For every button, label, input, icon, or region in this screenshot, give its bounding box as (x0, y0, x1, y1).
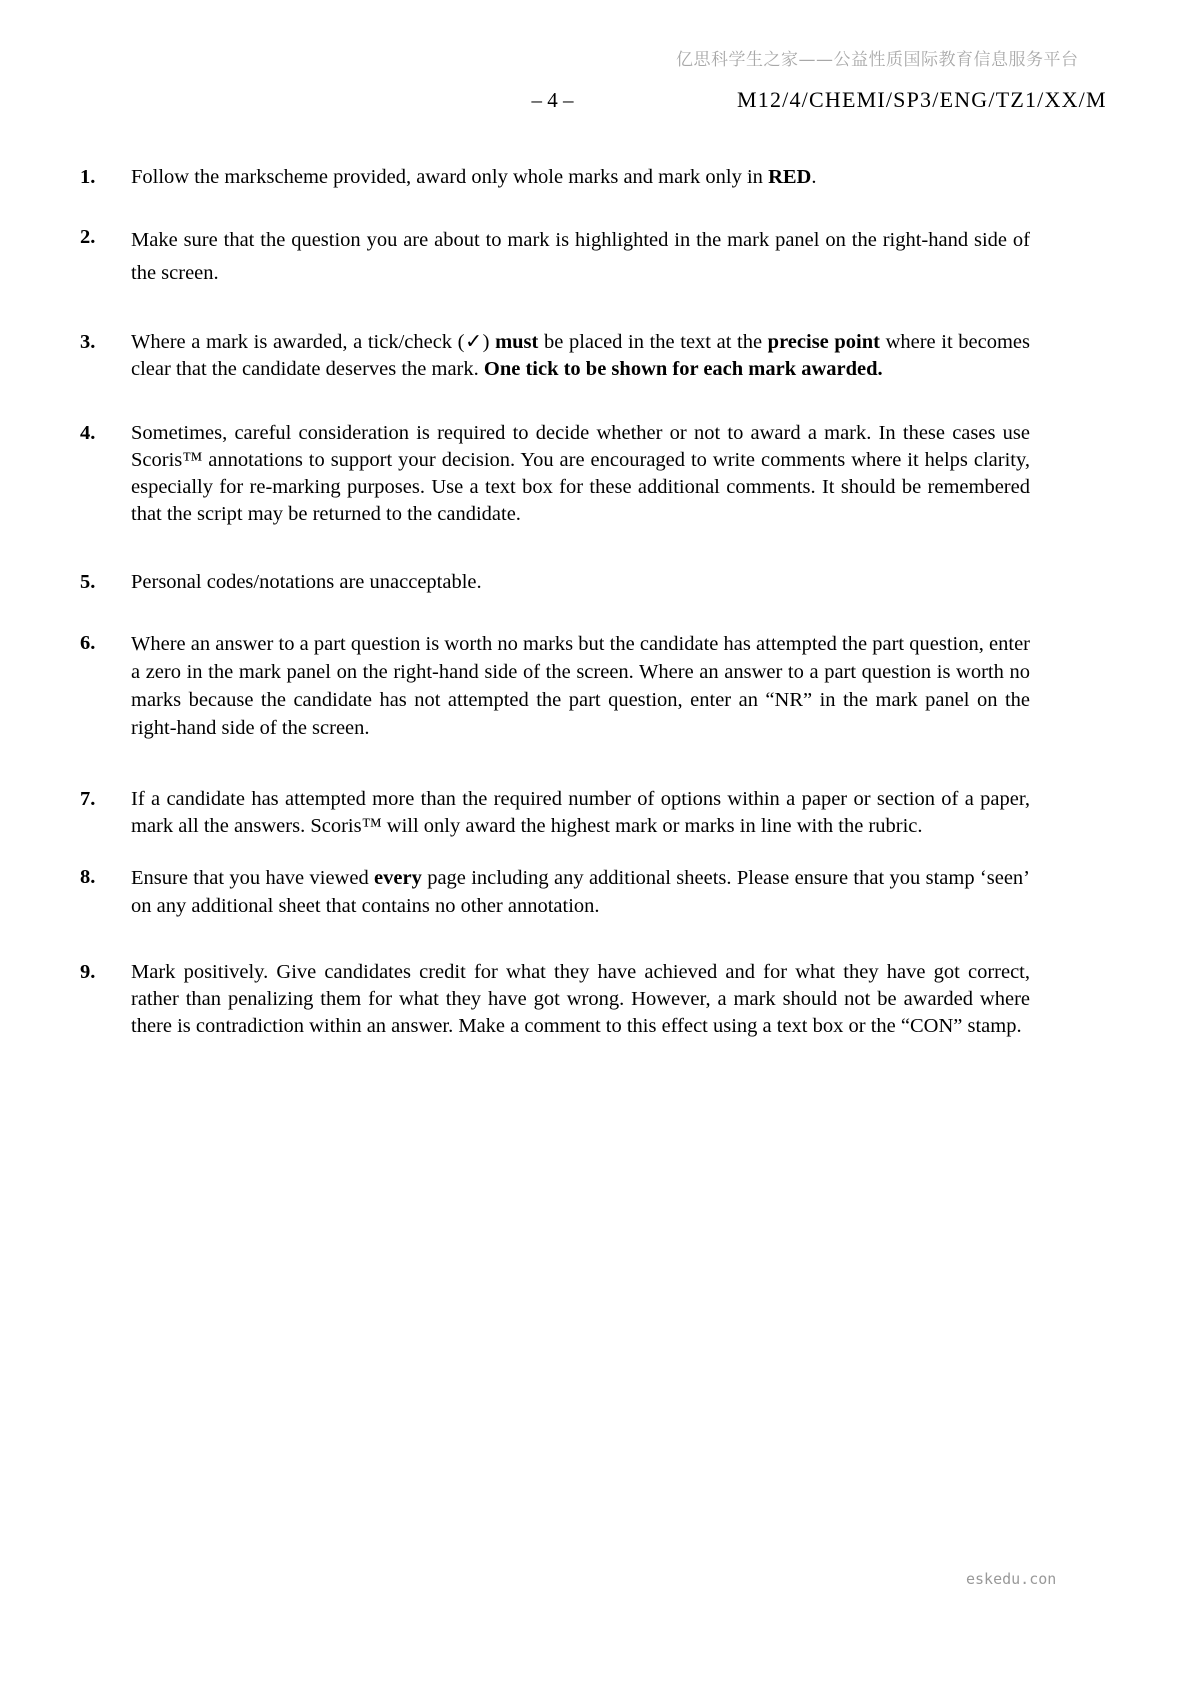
text-run: Follow the markscheme provided, award only whole marks and mark only in (131, 166, 769, 188)
instruction-item (80, 786, 1030, 840)
item-text (131, 569, 1030, 596)
item-number: 8. (80, 866, 96, 888)
item-text (131, 420, 1030, 528)
item-number: 1. (80, 166, 96, 188)
text-run: be placed in the text at the (538, 331, 768, 353)
instruction-item (80, 329, 1030, 383)
bold-text-run: One tick to be shown for each mark awarded. (483, 358, 883, 380)
item-text (131, 630, 1030, 742)
bold-text-run: must (495, 331, 539, 353)
item-number: 9. (80, 961, 96, 983)
text-run: . (811, 166, 817, 188)
instruction-item (80, 959, 1030, 1040)
bold-text-run: precise point (767, 331, 880, 353)
item-text (131, 224, 1030, 290)
bold-text-run: every (374, 867, 422, 889)
item-number: 7. (80, 788, 96, 810)
text-run: page including any additional sheets. Please ensure that you stamp ‘seen’ on any additional sheet that contains no other annotation. (131, 867, 1030, 917)
instruction-item (80, 569, 1030, 596)
item-text (131, 329, 1030, 383)
item-text (131, 786, 1030, 840)
item-text (131, 959, 1030, 1040)
item-number: 5. (80, 571, 96, 593)
instruction-item (80, 420, 1030, 528)
instruction-list (80, 164, 1030, 1040)
text-run: Sometimes, careful consideration is required to decide whether or not to award a mark. In these cases use Scoris™ annotations to support your decision. You are encouraged to write comments where it helps clarity, especially for re-marking purposes. Use a text box for these additional comments. It should be remembered that the script may be returned to the candidate. (131, 422, 1030, 525)
text-run: Personal codes/notations are unacceptable. (131, 571, 482, 593)
text-run: If a candidate has attempted more than the required number of options within a paper or section of a paper, mark all the answers. Scoris™ will only award the highest mark or marks in line with the rubric. (131, 788, 1030, 837)
text-run: Where a mark is awarded, a tick/check (✓) (131, 331, 496, 353)
item-number: 6. (80, 632, 96, 654)
text-run: Mark positively. Give candidates credit for what they have achieved and for what they have got correct, rather than penalizing them for what they have got wrong. However, a mark should not be awarded where there is contradiction within an answer. Make a comment to this effect using a text box or the “CON” stamp. (131, 961, 1030, 1037)
instruction-item (80, 164, 1030, 191)
instruction-item (80, 224, 1030, 290)
instruction-item (80, 864, 1030, 920)
item-number: 2. (80, 226, 96, 248)
top-watermark-text: 亿思科学生之家——公益性质国际教育信息服务平台 (676, 50, 1079, 70)
bold-text-run: RED (768, 166, 812, 188)
text-run: Make sure that the question you are about to mark is highlighted in the mark panel on the right-hand side of the screen. (131, 229, 1030, 284)
item-text (131, 164, 1030, 191)
text-run: Where an answer to a part question is worth no marks but the candidate has attempted the part question, enter a zero in the mark panel on the right-hand side of the screen. Where an answer to a part question is worth no marks because the candidate has not attempted the part question, enter an “NR” in the mark panel on the right-hand side of the screen. (131, 633, 1030, 739)
item-text (131, 864, 1030, 920)
page-number: – 4 – (531, 88, 574, 112)
text-run: Ensure that you have viewed (131, 867, 375, 889)
bottom-watermark-text: eskedu.con (966, 1570, 1057, 1588)
item-number: 3. (80, 331, 96, 353)
text-run: where it becomes clear that the candidate deserves the mark. (131, 331, 1030, 380)
item-number: 4. (80, 422, 96, 444)
instruction-item (80, 630, 1030, 742)
document-code: M12/4/CHEMI/SP3/ENG/TZ1/XX/M (737, 87, 1107, 112)
